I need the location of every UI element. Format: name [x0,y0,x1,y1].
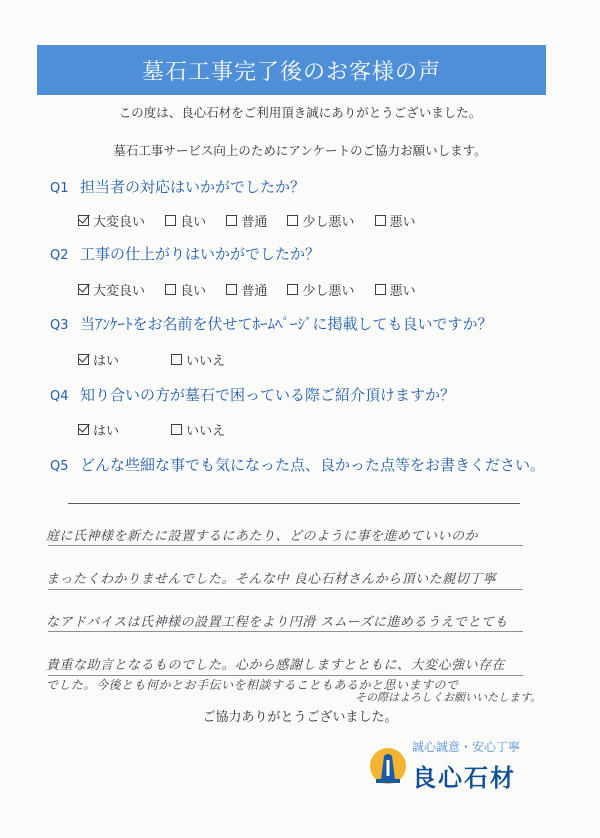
question-1-options [78,211,432,230]
question-number: Q1 [50,181,69,196]
comment-line: 庭に氏神様を新たに設置するにあたり、どのように事を進めていいのか [46,529,479,544]
option-good[interactable]: 良い [165,211,206,230]
thanks-message: ご協力ありがとうございました。 [202,710,398,725]
question-number: Q2 [50,248,69,263]
comment-line: でした。今後とも何かとお手伝いを相談することもあるかと思いますので [46,678,459,692]
logo-name: 良心石材 [412,763,516,792]
question-5 [50,454,545,475]
comment-line: なアドバイスは氏神様の設置工程をより円滑 スムーズに進めるうえでとても [46,615,508,630]
option-no[interactable]: いいえ [171,350,225,369]
intro-line-2: 墓石工事サービス向上のためにアンケートのご協力お願いします。 [113,143,487,158]
checkbox-icon[interactable] [287,284,298,295]
checkbox-icon[interactable] [165,215,176,226]
option-very-good[interactable]: 大変良い [78,280,145,299]
checkbox-icon[interactable] [165,284,176,295]
checkbox-icon[interactable] [171,354,182,365]
comment-rule [48,589,523,590]
question-text: 工事の仕上がりはいかがでしたか？ [80,245,321,263]
checkbox-icon[interactable] [226,284,237,295]
question-text: 当ｱﾝｹｰﾄをお名前を伏せてﾎｰﾑﾍﾟｰｼﾞに掲載しても良いですか？ [80,315,493,333]
question-number: Q3 [50,318,69,333]
question-2-options [78,280,432,299]
option-yes[interactable]: はい [78,420,119,439]
comment-rule [48,631,523,632]
question-3-options [78,350,241,369]
intro-line-1: この度は、良心石材をご利用頂き誠にありがとうございました。 [118,105,482,120]
checkbox-checked-icon[interactable] [78,424,89,435]
option-slightly-bad[interactable]: 少し悪い [287,211,354,230]
question-4 [50,384,455,405]
checkbox-icon[interactable] [226,215,237,226]
question-number: Q4 [50,389,69,404]
checkbox-icon[interactable] [375,215,386,226]
option-bad[interactable]: 悪い [375,280,416,299]
question-3 [50,313,493,334]
page-title: 墓石工事完了後のお客様の声 [141,59,441,85]
comment-line: まったくわかりませんでした。そんな中 良心石材さんから頂いた親切丁寧 [46,572,497,587]
question-1 [50,176,305,197]
comment-closing: その際はよろしくお願いいたします。 [355,691,542,704]
question-2 [50,243,320,264]
checkbox-checked-icon[interactable] [78,354,89,365]
option-bad[interactable]: 悪い [375,211,416,230]
option-good[interactable]: 良い [165,280,206,299]
tombstone-logo-icon [368,746,408,790]
header-banner [37,45,546,95]
checkbox-icon[interactable] [171,424,182,435]
question-text: 担当者の対応はいかがでしたか？ [80,178,306,196]
option-no[interactable]: いいえ [171,420,225,439]
question-4-options [78,420,241,439]
checkbox-checked-icon[interactable] [78,215,89,226]
checkbox-icon[interactable] [375,284,386,295]
comment-rule [48,545,523,546]
option-average[interactable]: 普通 [226,280,267,299]
option-average[interactable]: 普通 [226,211,267,230]
option-slightly-bad[interactable]: 少し悪い [287,280,354,299]
company-logo [368,736,548,806]
logo-tagline: 誠心誠意・安心丁寧 [412,740,521,754]
option-very-good[interactable]: 大変良い [78,211,145,230]
comment-rule [68,503,520,504]
question-text: 知り合いの方が墓石で困っている際ご紹介頂けますか？ [80,386,456,404]
checkbox-icon[interactable] [287,215,298,226]
comment-line: 貴重な助言となるものでした。心から感謝しますとともに、大変心強い存在 [46,658,506,673]
question-number: Q5 [50,459,69,474]
question-text: どんな些細な事でも気になった点、良かった点等をお書きください。 [80,456,546,474]
option-yes[interactable]: はい [78,350,119,369]
checkbox-checked-icon[interactable] [78,284,89,295]
